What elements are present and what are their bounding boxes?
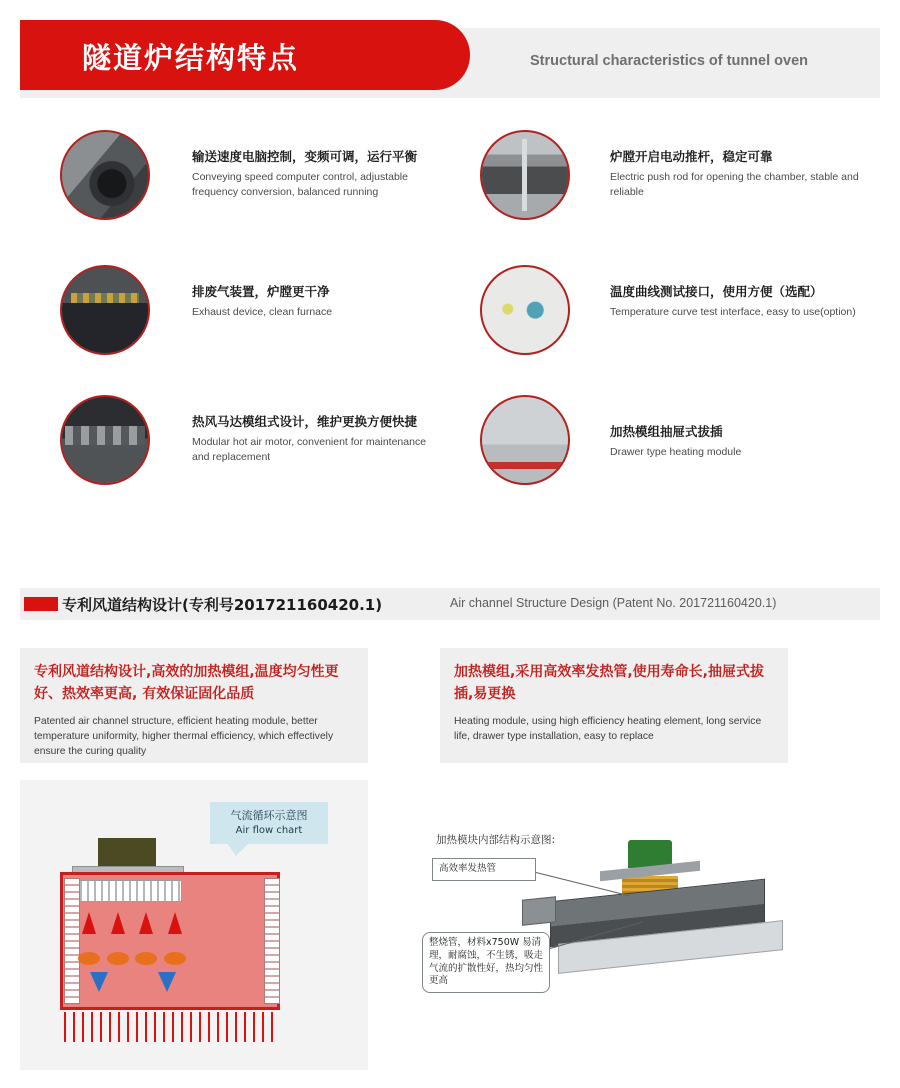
feature-label-en: Drawer type heating module: [610, 445, 742, 458]
section-title-en: Air channel Structure Design (Patent No. 201721160420.1): [450, 596, 777, 610]
push-rod-photo: [480, 130, 570, 220]
tag-material-note: 整烧管，材料x750W 易清理，耐腐蚀，不生锈，吸走气流的扩散性好，热均匀性更高: [422, 932, 550, 993]
panel-text-cn: 加热模组,采用高效率发热管,使用寿命长,抽屉式拔插,易更换: [454, 664, 764, 702]
panel-text-en: Heating module, using high efficiency heating element, long service life, drawer type installation, easy to replace: [454, 716, 762, 743]
drawer-heating-module-photo: [480, 395, 570, 485]
feature-label-en: Electric push rod for opening the chamber, stable and reliable: [610, 170, 859, 198]
section-header-air-channel: [20, 588, 880, 620]
bottom-fins: [64, 1012, 280, 1042]
oven-grill: [74, 880, 182, 902]
module-end-cap: [522, 896, 556, 926]
feature-label-en: Modular hot air motor, convenient for maintenance and replacement: [192, 435, 427, 463]
panel-text-en: Patented air channel structure, efficient heating module, better temperature uniformity, higher thermal efficiency, which effectively ensure the curing quality: [34, 716, 334, 758]
down-flow-arrows: [90, 972, 176, 998]
feature-label-en: Exhaust device, clean furnace: [192, 305, 333, 318]
panel-air-channel: [20, 648, 368, 763]
heating-module-diagram-title: 加热模块内部结构示意图:: [436, 834, 556, 846]
tag-heating-element: 高效率发热管: [432, 858, 536, 881]
section-title-cn: 专利风道结构设计(专利号201721160420.1): [62, 596, 383, 614]
feature-label-cn: 炉膛开启电动推杆，稳定可靠: [610, 149, 773, 164]
feature-item: [60, 130, 440, 245]
page-title-en: Structural characteristics of tunnel oven: [530, 53, 808, 69]
feature-label-en: Conveying speed computer control, adjustable frequency conversion, balanced running: [192, 170, 408, 198]
feature-label-cn: 温度曲线测试接口，使用方便（选配）: [610, 284, 823, 299]
heating-elements-row: [78, 952, 186, 966]
page-title-cn: 隧道炉结构特点: [82, 41, 300, 75]
feature-label-cn: 热风马达模组式设计，维护更换方便快捷: [192, 414, 418, 429]
panel-heating-module: [440, 648, 788, 763]
hot-air-motor-photo: [60, 395, 150, 485]
heating-module-diagram: [400, 780, 820, 1060]
feature-item: [480, 265, 860, 380]
left-air-duct: [64, 878, 80, 1004]
feature-label-cn: 输送速度电脑控制，变频可调，运行平衡: [192, 149, 418, 164]
header-red-badge: [20, 20, 470, 90]
feature-item: [480, 130, 860, 245]
air-flow-callout: [210, 802, 328, 844]
panel-text-cn: 专利风道结构设计,高效的加热模组,温度均匀性更好、热效率更高, 有效保证固化品质: [34, 664, 339, 702]
air-flow-diagram: [20, 780, 368, 1070]
feature-item: [60, 395, 440, 510]
page-header: [20, 28, 880, 98]
air-flow-callout-en: Air flow chart: [235, 824, 303, 836]
feature-label-cn: 排废气装置，炉膛更干净: [192, 284, 330, 299]
conveyor-motor-photo: [60, 130, 150, 220]
feature-item: [60, 265, 440, 380]
right-air-duct: [264, 878, 280, 1004]
exhaust-device-photo: [60, 265, 150, 355]
up-flow-arrows: [82, 912, 182, 942]
feature-item: [480, 395, 860, 510]
feature-label-en: Temperature curve test interface, easy to use(option): [610, 305, 856, 318]
red-square-marker: [24, 597, 58, 611]
test-interface-photo: [480, 265, 570, 355]
air-flow-callout-cn: 气流循环示意图: [230, 809, 308, 823]
feature-label-cn: 加热模组抽屉式拔插: [610, 424, 723, 439]
